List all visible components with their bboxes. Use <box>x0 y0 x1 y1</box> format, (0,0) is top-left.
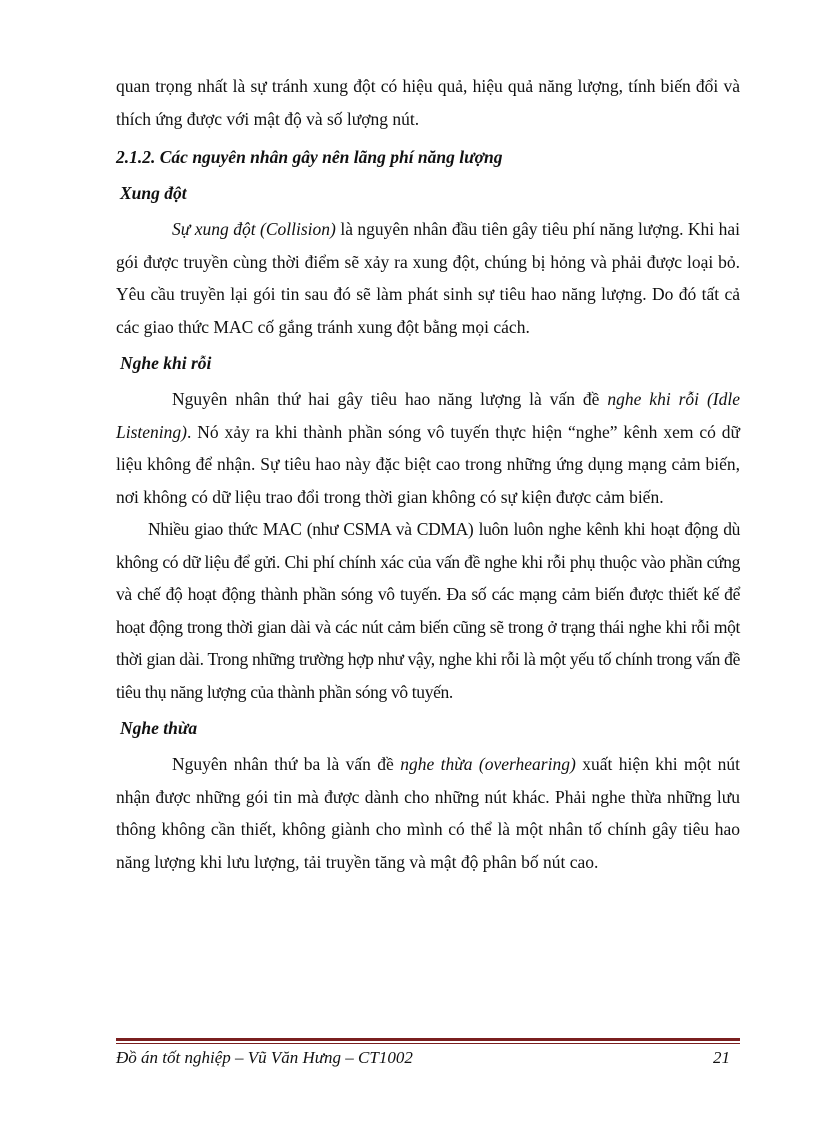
page-number: 21 <box>713 1048 730 1067</box>
document-body <box>116 70 740 878</box>
idle-text-after: . Nó xảy ra khi thành phần sóng vô tuyến thực hiện “nghe” kênh xem có dữ liệu không để nhận. Sự tiêu hao này đặc biệt cao trong những ứng dụng mạng cảm biến, nơi không có dữ liệu trao đổi trong thời gian không có sự kiện được cảm biến. <box>116 421 740 507</box>
idle-paragraph <box>116 383 740 513</box>
section-title: 2.1.2. Các nguyên nhân gây nên lãng phí năng lượng <box>116 147 503 167</box>
intro-paragraph: quan trọng nhất là sự tránh xung đột có hiệu quả, hiệu quả năng lượng, tính biến đổi và thích ứng được với mật độ và số lượng nút. <box>116 76 740 129</box>
footer-rule <box>116 1038 740 1041</box>
overhearing-term: nghe thừa (overhearing) <box>400 754 576 774</box>
collision-text: là nguyên nhân đầu tiên gây tiêu phí năng lượng. Khi hai gói được truyền cùng thời điểm sẽ xảy ra xung đột, chúng bị hỏng và phải được loại bỏ. Yêu cầu truyền lại gói tin sau đó sẽ làm phát sinh sự tiêu hao năng lượng. Do đó tất cả các giao thức MAC cố gắng tránh xung đột bằng mọi cách. <box>116 219 740 337</box>
collision-term: Sự xung đột (Collision) <box>172 219 336 239</box>
idle-text-before: Nguyên nhân thứ hai gây tiêu hao năng lượng là vấn đề <box>172 389 608 409</box>
overhearing-heading: Nghe thừa <box>120 718 198 738</box>
footer-text: Đồ án tốt nghiệp – Vũ Văn Hưng – CT1002 <box>116 1048 413 1067</box>
page-footer <box>116 1046 740 1070</box>
overhearing-paragraph <box>116 748 740 878</box>
collision-paragraph <box>116 213 740 343</box>
idle-heading: Nghe khi rỗi <box>120 353 212 373</box>
idle-term: nghe khi rỗi (Idle Listening) <box>116 389 740 442</box>
overhearing-text-before: Nguyên nhân thứ ba là vấn đề <box>172 754 401 774</box>
footer-rule-thin <box>116 1043 740 1044</box>
idle-paragraph-2: Nhiều giao thức MAC (như CSMA và CDMA) luôn luôn nghe kênh khi hoạt động dù không có dữ liệu để gửi. Chi phí chính xác của vấn đề nghe khi rỗi phụ thuộc vào phần cứng và chế độ hoạt động thành phần sóng vô tuyến. Đa số các mạng cảm biến được thiết kế để hoạt động trong thời gian dài và các nút cảm biến cũng sẽ trong ở trạng thái nghe khi rỗi một thời gian dài. Trong những trường hợp như vậy, nghe khi rỗi là một yếu tố chính trong vấn đề tiêu thụ năng lượng của thành phần sóng vô tuyến. <box>116 519 740 702</box>
overhearing-text-after: xuất hiện khi một nút nhận được những gói tin mà được dành cho những nút khác. Phải nghe thừa những lưu thông không cần thiết, không giành cho mình có thể là một nhân tố chính gây tiêu hao năng lượng khi lưu lượng, tải truyền tăng và mật độ phân bố nút cao. <box>116 754 740 872</box>
collision-heading: Xung đột <box>120 183 187 203</box>
